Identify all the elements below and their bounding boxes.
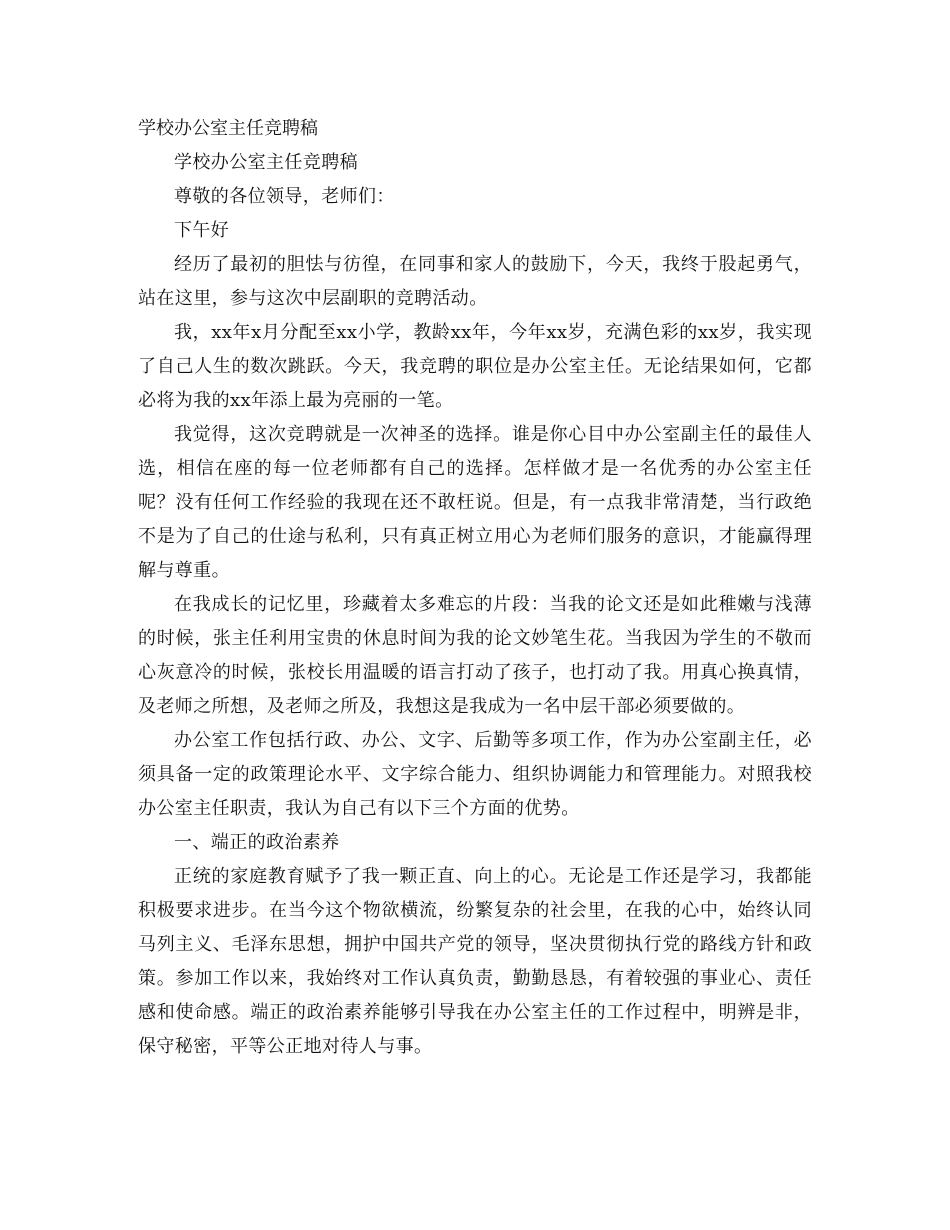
document-body [138,112,812,1064]
paragraph-salutation: 尊敬的各位领导，老师们： [174,186,395,207]
paragraph-subtitle: 学校办公室主任竞聘稿 [174,152,358,173]
section-heading-political: 一、端正的政治素养 [174,832,340,853]
paragraph-choice: 我觉得，这次竞聘就是一次神圣的选择。谁是你心目中办公室副主任的最佳人选，相信在座的每一位老师都有自己的选择。怎样做才是一名优秀的办公室主任呢？没有任何工作经验的我现在还不敢枉说。但是，有一点我非常清楚，当行政绝不是为了自己的仕途与私利，只有真正树立用心为老师们服务的意识，才能赢得理解与尊重。 [138,424,812,581]
document-title: 学校办公室主任竞聘稿 [138,118,318,139]
paragraph-greeting: 下午好 [174,220,230,241]
paragraph-duties: 办公室工作包括行政、办公、文字、后勤等多项工作，作为办公室副主任，必须具备一定的政策理论水平、文字综合能力、组织协调能力和管理能力。对照我校办公室主任职责，我认为自己有以下三个方面的优势。 [138,730,812,819]
paragraph-intro: 经历了最初的胆怯与彷徨，在同事和家人的鼓励下，今天，我终于股起勇气，站在这里，参与这次中层副职的竞聘活动。 [138,254,812,309]
paragraph-background: 我，xx年x月分配至xx小学，教龄xx年，今年xx岁，充满色彩的xx岁，我实现了自己人生的数次跳跃。今天，我竞聘的职位是办公室主任。无论结果如何，它都必将为我的xx年添上最为亮丽的一笔。 [138,322,812,411]
paragraph-political: 正统的家庭教育赋予了我一颗正直、向上的心。无论是工作还是学习，我都能积极要求进步。在当今这个物欲横流，纷繁复杂的社会里，在我的心中，始终认同马列主义、毛泽东思想，拥护中国共产党的领导，坚决贯彻执行党的路线方针和政策。参加工作以来，我始终对工作认真负责，勤勤恳恳，有着较强的事业心、责任感和使命感。端正的政治素养能够引导我在办公室主任的工作过程中，明辨是非，保守秘密，平等公正地对待人与事。 [138,866,812,1057]
paragraph-memories: 在我成长的记忆里，珍藏着太多难忘的片段：当我的论文还是如此稚嫩与浅薄的时候，张主任利用宝贵的休息时间为我的论文妙笔生花。当我因为学生的不敬而心灰意冷的时候，张校长用温暖的语言打动了孩子，也打动了我。用真心换真情，及老师之所想，及老师之所及，我想这是我成为一名中层干部必须要做的。 [138,594,812,717]
